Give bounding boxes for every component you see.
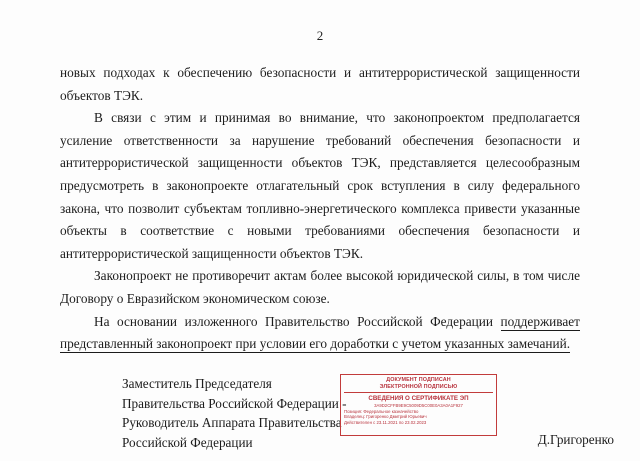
stamp-divider [344,392,493,393]
signature-line-4: Российской Федерации [122,434,253,450]
signature-line-3: Руководитель Аппарата Правительства [122,415,342,430]
electronic-signature-stamp [340,374,497,436]
signature-line-2: Правительства Российской Федерации - [122,395,347,411]
stamp-cert-id: 3A9D2CFFB9E9C5009D5C00E0A3A0A1F927 [374,403,463,408]
paragraph-2: В связи с этим и принимая во внимание, что законопроектом предполагается усиление ответственности за нарушение требований обеспечения безопасности и антитеррористической защищенности объектов ТЭК, представляется целесообразным предусмотреть в законопроекте отлагательный срок вступления в силу федерального закона, что позволит субъектам топливно-энергетического комплекса привести указанные объекты в соответствие с новыми требованиями обеспечения безопасности и антитеррористической защищенности объектов ТЭК. [60,110,580,261]
stamp-title-line-1: ДОКУМЕНТ ПОДПИСАН [386,377,451,383]
stamp-owner: Владелец: Григоренко Дмитрий Юрьевич [344,414,427,420]
stamp-issuer: Позиция: Федеральное казначейство [344,408,419,414]
paragraph-4-lead: На основании изложенного Правительство Российской Федерации [94,313,501,329]
paragraph-4-underlined: поддерживает представленный законопроект при условии его доработки с учетом указанных замечаний. [60,313,580,352]
paragraph-4 [60,311,580,356]
paragraph-1: новых подходах к обеспечению безопасности и антитеррористической защищенности объектов ТЭК. [60,65,580,103]
page-number: 2 [316,28,324,43]
stamp-validity: Действителен с 23.11.2021 по 23.02.2023 [344,419,427,425]
document-body [60,62,580,356]
stamp-subtitle: СВЕДЕНИЯ О СЕРТИФИКАТЕ ЭП [368,395,469,402]
signatory-name: Д.Григоренко [537,432,614,447]
signature-line-1: Заместитель Председателя [122,376,272,391]
stamp-title-line-2: ЭЛЕКТРОННОЙ ПОДПИСЬЮ [379,384,458,390]
paragraph-3: Законопроект не противоречит актам более высокой юридической силы, в том числе Договору о Евразийском экономическом союзе. [60,268,580,306]
